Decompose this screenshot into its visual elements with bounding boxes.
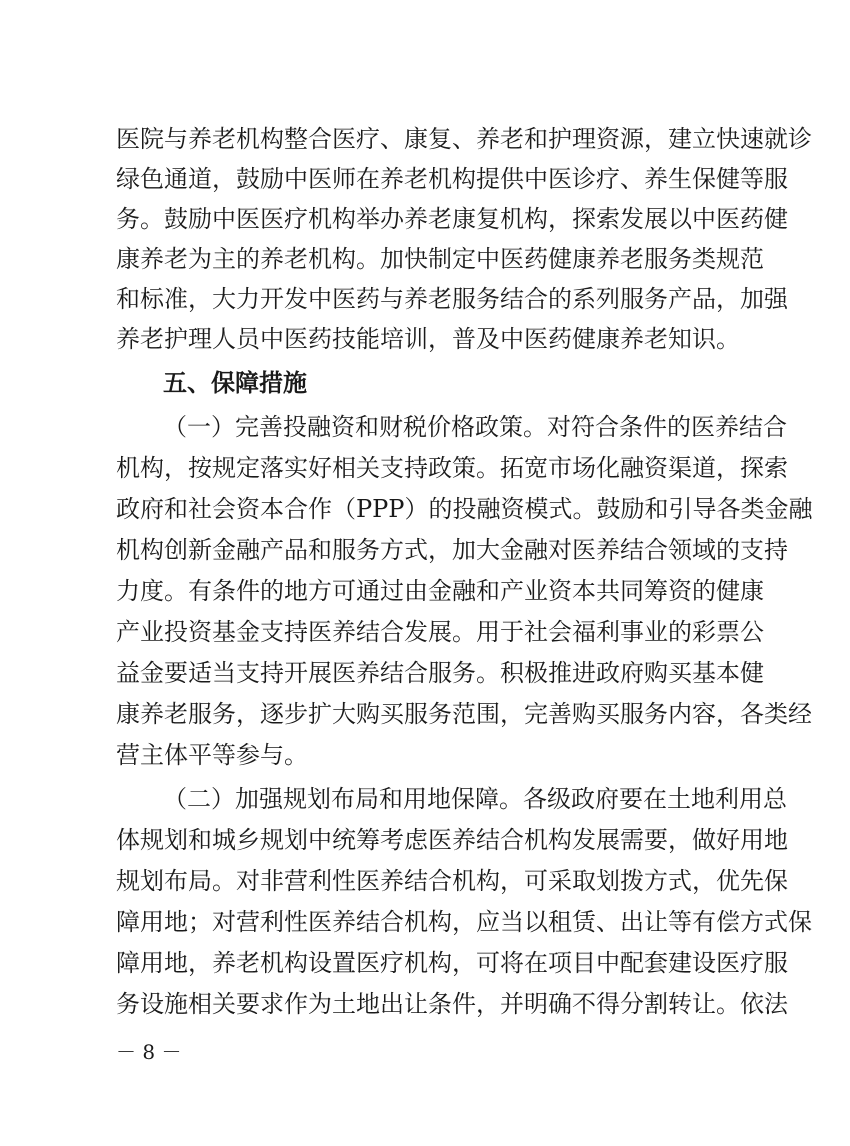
text-line-21: 障用地，养老机构设置医疗机构，可将在项目中配套建设医疗服: [116, 949, 788, 977]
text-line-16: 营主体平等参与。: [116, 741, 308, 769]
text-line-12: 力度。有条件的地方可通过由金融和产业资本共同筹资的健康: [116, 577, 764, 605]
text-line-15: 康养老服务，逐步扩大购买服务范围，完善购买服务内容，各类经: [116, 700, 812, 728]
text-line-22: 务设施相关要求作为土地出让条件，并明确不得分割转让。依法: [116, 990, 788, 1018]
text-line-3: 务。鼓励中医医疗机构举办养老康复机构，探索发展以中医药健: [116, 205, 788, 233]
text-line-8: （一）完善投融资和财税价格政策。对符合条件的医养结合: [163, 413, 787, 441]
text-line-17: （二）加强规划布局和用地保障。各级政府要在土地利用总: [163, 785, 787, 813]
text-line-4: 康养老为主的养老机构。加快制定中医药健康养老服务类规范: [116, 245, 764, 273]
text-line-11: 机构创新金融产品和服务方式，加大金融对医养结合领域的支持: [116, 536, 788, 564]
text-line-6: 养老护理人员中医药技能培训，普及中医药健康养老知识。: [116, 325, 740, 353]
text-line-5: 和标准，大力开发中医药与养老服务结合的系列服务产品，加强: [116, 285, 788, 313]
text-line-2: 绿色通道，鼓励中医师在养老机构提供中医诊疗、养生保健等服: [116, 165, 788, 193]
text-line-1: 医院与养老机构整合医疗、康复、养老和护理资源，建立快速就诊: [116, 125, 812, 153]
text-line-13: 产业投资基金支持医养结合发展。用于社会福利事业的彩票公: [116, 618, 764, 646]
text-line-9: 机构，按规定落实好相关支持政策。拓宽市场化融资渠道，探索: [116, 454, 788, 482]
text-line-14: 益金要适当支持开展医养结合服务。积极推进政府购买基本健: [116, 659, 764, 687]
section-heading: 五、保障措施: [163, 369, 307, 397]
text-line-19: 规划布局。对非营利性医养结合机构，可采取划拨方式，优先保: [116, 867, 788, 895]
text-line-10: 政府和社会资本合作（PPP）的投融资模式。鼓励和引导各类金融: [116, 495, 813, 523]
text-line-20: 障用地；对营利性医养结合机构，应当以租赁、出让等有偿方式保: [116, 908, 812, 936]
text-line-18: 体规划和城乡规划中统筹考虑医养结合机构发展需要，做好用地: [116, 826, 788, 854]
page-number: － 8 －: [116, 1040, 182, 1064]
